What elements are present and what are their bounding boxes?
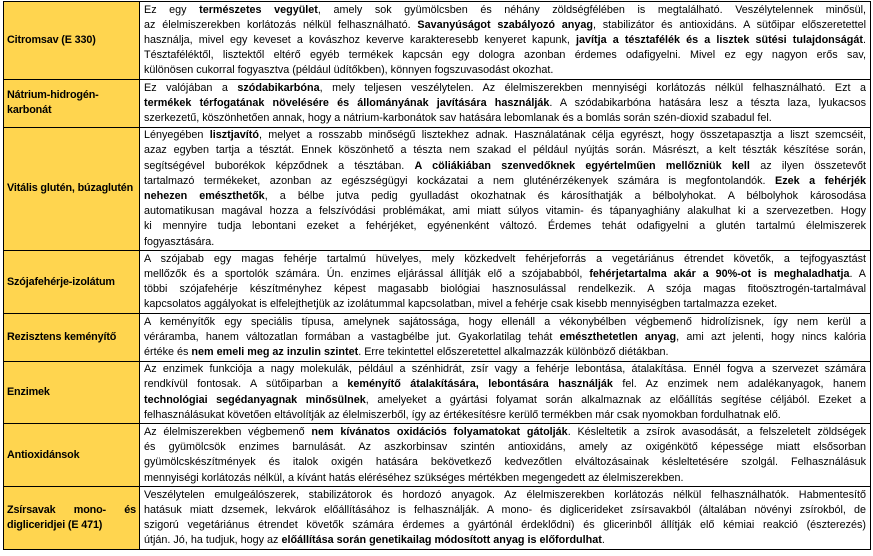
body-text: A szójabab egy magas fehérje tartalmú hüvelyes, mely közkedvelt fehérjeforrás a vegetáriánus étrendet követők, a tejfogyasztást [144, 252, 866, 265]
body-text: . [601, 534, 605, 547]
additive-name: Enzimek [4, 361, 140, 424]
additive-name: Citromsav (E 330) [4, 2, 140, 80]
body-text: az élelmiszerekben korlátozás nélkül felhasználható. [144, 18, 418, 31]
body-text: tartalmazó termékeket, azonban az egészségügyi kockázatai a nem gluténérzékenyek számára is megfontolandók. [144, 174, 776, 187]
emphasis-text: szódabikarbóna [237, 81, 320, 94]
description-line [144, 18, 866, 33]
description-line [144, 362, 866, 377]
description-line [144, 128, 866, 143]
body-text: szerkezetű, köszönhetően annak, hogy a nátrium-karbonátok sav hatására lebomlanak és a bomlás során szén-dioxid szabadul fel. [144, 111, 772, 124]
document-page [3, 1, 870, 550]
body-text: Ez valójában a [144, 81, 238, 94]
emphasis-text: természetes vegyület [199, 3, 318, 16]
table-row [4, 487, 871, 550]
body-text: hatásuk miatt dzsemek, lekvárok előállításához is felhasználják. A mono- és diglicerideket zsírsavakból (általában növényi zsírokból, de [144, 504, 866, 516]
additive-name: Nátrium-hidrogén-karbonát [4, 80, 140, 128]
description-line [144, 219, 866, 234]
description-line [144, 315, 866, 330]
body-text: , amelyeket a gyártási folyamat során alkalmaznak az előállítás segítése céljából. Ezeket a [365, 393, 867, 406]
body-text: szigorú vegetáriánus étrendet követők számára érdemes a gyártónál érdeklődni) és glicerinből állítják elő kémiai reakció (észterezés) [144, 519, 866, 532]
description-line [144, 96, 866, 111]
emphasis-text: előállítása során genetikailag módosított anyag is előfordulhat [281, 534, 602, 547]
description-line [144, 204, 866, 219]
additive-name: Szójafehérje-izolátum [4, 251, 140, 314]
description-line [144, 455, 866, 470]
additives-table [3, 1, 871, 550]
additive-name: Vitális glutén, búzaglutén [4, 127, 140, 251]
description-line [144, 533, 866, 548]
body-text: rendkívül fontosak. A sütőiparban a [144, 378, 348, 391]
body-text: többi szójafehérje készítményhez képest magasabb biológiai hasznosulással rendelkezik. A szója magas fitoösztrogén-tartalmával [144, 283, 866, 296]
table-row [4, 80, 871, 128]
body-text: Az enzimek funkciója a nagy molekulák, például a szénhidrát, zsír vagy a fehérje lebontása, átalakítása. Ennél fogva a szervezet számára [144, 363, 866, 376]
description-line [144, 471, 866, 486]
body-text: , amely sok gyümölcsben és néhány zöldségfélében is megtalálható. Veszélytelennek minősül, [317, 3, 866, 16]
additive-description [140, 251, 871, 314]
additive-description [140, 487, 871, 550]
emphasis-text: keményítő átalakítására, lebontására használják [347, 378, 613, 391]
emphasis-text: nem kívánatos oxidációs folyamatokat gátolják [311, 425, 568, 438]
body-text: ki mennyire tudja lebontani ezeket a fehérjéket, egyénenként változó. Érdemes tehát odafigyelni a glutén tartalmú élelmiszerek [144, 220, 866, 233]
body-text: A keményítők egy speciális típusa, amelynek sajátossága, hogy ellenáll a vékonybélben végbemenő hidrolízisnek, így nem kerül a [144, 315, 866, 328]
description-line [144, 235, 866, 250]
description-line [144, 81, 866, 96]
body-text: az ilyen összetevőt [749, 159, 866, 172]
emphasis-text: A cöliákiában szenvedőknek egyértelműen mellőzniük kell [414, 159, 750, 172]
table-row [4, 361, 871, 424]
description-line [144, 48, 866, 63]
additive-name: Zsírsavak mono- és digliceridjei (E 471) [4, 487, 140, 550]
body-text: útján. Jó, ha tudjuk, hogy az [144, 534, 282, 547]
body-text: fel. Az enzimek nem adalékanyagok, hanem [612, 378, 866, 391]
body-text: Veszélytelen emulgeálószerek, stabilizátorok és hordozó anyagok. Az élelmiszerekben korlátozás nélkül felhasználhatók. Habmentesítő [144, 488, 866, 501]
emphasis-text: Ezek a fehérjék [775, 174, 867, 187]
body-text: , melyet a rosszabb minőségű lisztekhez adnak. Használatának célja egyrészt, hogy összetapasztja a liszt szemcséit, [258, 129, 866, 142]
description-line [144, 63, 866, 78]
emphasis-text: fehérjetartalma akár a 90%-ot is meghaladhatja [589, 267, 850, 280]
description-line [144, 111, 866, 126]
body-text: kapcsolatos aggályokat is elfelejthetjük az izolátummal kapcsolatban, mivel a fehérje csak kisebb mennyiségben tartalmazza ezeket. [144, 298, 778, 311]
body-text: értéke és [144, 345, 192, 358]
table-row [4, 127, 871, 251]
body-text: véráramba, hanem változatlan formában a vastagbélbe jut. Gyakorlatilag tehát [144, 330, 560, 343]
description-line [144, 518, 866, 533]
body-text: Ez egy [144, 3, 200, 16]
body-text: , ami azt jelenti, hogy nincs kalória [676, 330, 866, 343]
table-row [4, 251, 871, 314]
additive-name: Rezisztens keményítő [4, 314, 140, 362]
body-text: használja, mivel egy keveset a kovászhoz keverve karakteresebb kenyeret kapunk, [144, 33, 576, 46]
body-text: különösen cukorral fogyasztva (például üdítőkben), könnyen fogszuvasodást okozhat. [144, 64, 554, 77]
description-line [144, 143, 866, 158]
description-line [144, 425, 866, 440]
description-line [144, 297, 866, 312]
body-text: segítségével buborékok képződnek a tésztában. [144, 159, 415, 172]
description-line [144, 330, 866, 345]
body-text: fogyasztására. [144, 235, 215, 248]
emphasis-text: lisztjavító [209, 129, 259, 142]
body-text: mellőzők és a sportolók számára. Ún. enzimes eljárással állítják elő a szójababból, [144, 267, 590, 280]
body-text: . [862, 33, 866, 46]
emphasis-text: javítja a tésztafélék és a lisztek sütési tulajdonságát [575, 33, 863, 46]
table-row [4, 2, 871, 80]
body-text: , a bélbe jutva pedig gyulladást okozhatnak és károsíthatják a bélbolyhokat. A bélbolyhok károsodása [264, 189, 866, 202]
description-line [144, 408, 866, 423]
body-text: . Erre tekintettel előszeretettel alkalmazzák különböző diétákban. [358, 345, 669, 358]
body-text: Lényegében [144, 129, 210, 142]
emphasis-text: nehezen emészthetők [144, 189, 265, 202]
description-line [144, 503, 866, 518]
body-text: , stabilizátor és antioxidáns. A sütőipar előszeretettel [593, 18, 866, 31]
body-text: felhasználásukat követően eltávolítják az élelmiszerből, így az értékesítésre kerülő termékben már csak nyomokban fordulhatnak elő. [144, 408, 781, 421]
body-text: és gyümölcsök enzimes barnulását. Az aszkorbinsav szintén antioxidáns, amely az oxigénkötő képessége miatt elsősorban [144, 441, 866, 454]
description-line [144, 282, 866, 297]
description-line [144, 33, 866, 48]
description-line [144, 267, 866, 282]
description-line [144, 189, 866, 204]
description-line [144, 252, 866, 267]
description-line [144, 159, 866, 174]
additive-description [140, 361, 871, 424]
description-line [144, 393, 866, 408]
additive-description [140, 80, 871, 128]
body-text: automatikusan magával hozza a felszívódási problémákat, ami miatt súlyos vitamin- és tápanyaghiány alakulhat ki a szervezetben. Hogy [144, 205, 866, 218]
additives-table-body [4, 2, 871, 550]
description-line [144, 345, 866, 360]
emphasis-text: emészthetetlen anyag [559, 330, 677, 343]
additive-name: Antioxidánsok [4, 424, 140, 487]
emphasis-text: Savanyúságot szabályozó anyag [417, 18, 593, 31]
description-line [144, 3, 866, 18]
additive-description [140, 2, 871, 80]
body-text: Tésztaféléktől, lisztektől eltérő egyéb termékek kapcsán egy dologra azonban érdemes odafigyelni. Mivel ez egy nagyon erős sav, [144, 49, 866, 62]
body-text: , mely teljesen veszélytelen. Az élelmiszerekben mennyiségi korlátozás nélkül felhasználható. Ezt a [319, 81, 866, 94]
emphasis-text: termékek térfogatának növelésére és állományának javítására használják [144, 96, 550, 109]
body-text: . A [849, 267, 866, 280]
emphasis-text: nem emeli meg az inzulin szintet [191, 345, 359, 358]
body-text: azaz egyben tartja a tésztát. Ennek köszönhető a tészta nem szakad el például nyújtás során. Másrészt, a kelt tészták készítése során, [144, 144, 866, 157]
table-row [4, 314, 871, 362]
body-text: . A szódabikarbóna hatására lesz a tészta laza, lyukacsos [549, 96, 867, 109]
emphasis-text: technológiai segédanyagnak minősülnek [144, 393, 366, 406]
body-text: Az élelmiszerekben végbemenő [144, 425, 312, 438]
body-text: . Késleltetik a zsírok avasodását, a felszeletelt zöldségek [567, 425, 866, 438]
description-line [144, 440, 866, 455]
description-line [144, 174, 866, 189]
additive-description [140, 314, 871, 362]
body-text: gyümölcskészítmények és italok oxigén hatására bekövetkező kedvezőtlen elváltozásainak késleltetésére szolgál. Felhasználásuk [144, 456, 866, 469]
body-text: mennyiségi korlátozás nélkül, a kívánt hatás eléréséhez szükséges mértékben megengedett az élelmiszerekben. [144, 471, 684, 484]
table-row [4, 424, 871, 487]
additive-description [140, 424, 871, 487]
additive-description [140, 127, 871, 251]
description-line [144, 488, 866, 503]
description-line [144, 377, 866, 392]
